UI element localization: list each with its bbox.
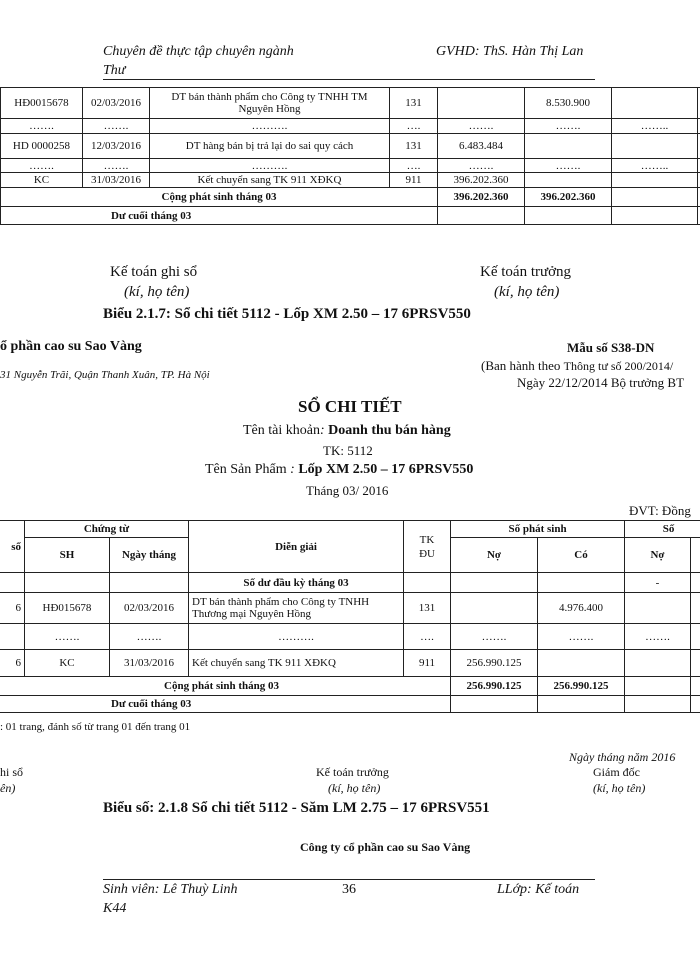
cell-tk: 911 bbox=[390, 173, 438, 188]
footer-class: LLớp: Kế toán bbox=[497, 882, 580, 897]
header-topic: Chuyên đề thực tập chuyên ngành bbox=[103, 44, 294, 59]
company-name-2: Công ty cổ phần cao su Sao Vàng bbox=[300, 840, 471, 854]
cell-co2 bbox=[691, 593, 700, 624]
footer-student: Sinh viên: Lê Thuỳ Linh bbox=[103, 882, 238, 897]
sign2-chief-note: (kí, họ tên) bbox=[328, 781, 381, 795]
sign2-director-note: (kí, họ tên) bbox=[593, 781, 646, 795]
cell-no: 6.483.484 bbox=[438, 134, 525, 159]
cell-co bbox=[538, 573, 625, 593]
sign-chief: Kế toán trưởng bbox=[480, 264, 572, 280]
caption-bieu-217: Biểu 2.1.7: Sổ chi tiết 5112 - Lốp XM 2.50 – 17 6PRSV550 bbox=[103, 306, 471, 322]
cell-no bbox=[451, 573, 538, 593]
cell-no: ……. bbox=[438, 119, 525, 134]
cell-extra bbox=[612, 207, 698, 225]
col-so: sổ bbox=[0, 521, 25, 573]
cell-extra bbox=[612, 188, 698, 207]
header-row bbox=[0, 521, 700, 538]
cell-co: ……. bbox=[525, 159, 612, 173]
total-no: 256.990.125 bbox=[451, 677, 538, 696]
cell-co2 bbox=[691, 696, 700, 713]
cell-no2 bbox=[625, 677, 691, 696]
cell-tk: 131 bbox=[404, 593, 451, 624]
closing-row bbox=[0, 696, 700, 713]
cell-extra: …….. bbox=[612, 159, 698, 173]
cell-no: ……. bbox=[438, 159, 525, 173]
product-sep: : bbox=[286, 462, 299, 477]
ledger-title: SỔ CHI TIẾT bbox=[298, 397, 402, 416]
closing-label: Dư cuối tháng 03 bbox=[1, 207, 438, 225]
page-number: 36 bbox=[342, 882, 356, 897]
cell-co: 8.530.900 bbox=[525, 88, 612, 119]
total-label: Cộng phát sinh tháng 03 bbox=[0, 677, 451, 696]
sign2-director: Giám đốc bbox=[593, 765, 640, 779]
caption-bieu-218: Biểu số: 2.1.8 Sổ chi tiết 5112 - Săm LM 2.75 – 17 6PRSV551 bbox=[103, 800, 490, 816]
sign2-accountant: hi sổ bbox=[0, 765, 24, 779]
sign-accountant-note: (kí, họ tên) bbox=[124, 284, 190, 300]
col-du: ĐU bbox=[419, 547, 435, 560]
cell-no: 256.990.125 bbox=[451, 650, 538, 677]
cell-co bbox=[525, 134, 612, 159]
cell-no2 bbox=[625, 593, 691, 624]
total-no: 396.202.360 bbox=[438, 188, 525, 207]
form-issued bbox=[481, 358, 673, 374]
form-code: Mẫu số S38-DN bbox=[567, 340, 655, 355]
cell-c0: 6 bbox=[0, 650, 25, 677]
total-co: 396.202.360 bbox=[525, 188, 612, 207]
cell-co2 bbox=[691, 573, 700, 593]
sign2-chief: Kế toán trưởng bbox=[316, 765, 389, 779]
cell-co2 bbox=[691, 650, 700, 677]
header-rule bbox=[103, 79, 595, 80]
table-row bbox=[1, 134, 700, 159]
cell-c0 bbox=[0, 624, 25, 650]
col-sh: SH bbox=[25, 538, 110, 573]
cell-desc: DT hàng bán bị trả lại do sai quy cách bbox=[150, 134, 390, 159]
cell-co: ……. bbox=[538, 624, 625, 650]
unit-label: ĐVT: Đồng bbox=[629, 503, 691, 518]
cell-sh: KC bbox=[25, 650, 110, 677]
closing-label: Dư cuối tháng 03 bbox=[0, 696, 451, 713]
header-advisor: GVHD: ThS. Hàn Thị Lan bbox=[436, 44, 584, 59]
cell-sh: KC bbox=[1, 173, 83, 188]
cell-no bbox=[438, 207, 525, 225]
cell-desc: DT bán thành phẩm cho Công ty TNHH Thương mại Nguyên Hồng bbox=[189, 593, 404, 624]
cell-date: 02/03/2016 bbox=[110, 593, 189, 624]
table-row bbox=[0, 593, 700, 624]
cell-co bbox=[538, 650, 625, 677]
total-label: Cộng phát sinh tháng 03 bbox=[1, 188, 438, 207]
cell-date: 31/03/2016 bbox=[83, 173, 150, 188]
cell-sh: HĐ0015678 bbox=[1, 88, 83, 119]
sign-chief-note: (kí, họ tên) bbox=[494, 284, 560, 300]
cell-co bbox=[525, 173, 612, 188]
cell-date: ……. bbox=[83, 159, 150, 173]
cell-no bbox=[438, 88, 525, 119]
cell-sh: ……. bbox=[25, 624, 110, 650]
table-row bbox=[1, 173, 700, 188]
total-row bbox=[0, 677, 700, 696]
cell-c0: 6 bbox=[0, 593, 25, 624]
sign-date: Ngày tháng năm 2016 bbox=[569, 750, 676, 764]
opening-no2: - bbox=[625, 573, 691, 593]
table-row bbox=[0, 650, 700, 677]
cell-co bbox=[538, 696, 625, 713]
closing-row bbox=[1, 207, 700, 225]
product-label: Tên Sản Phẩm bbox=[205, 462, 287, 477]
cell-extra bbox=[612, 88, 698, 119]
cell-date: 02/03/2016 bbox=[83, 88, 150, 119]
cell-desc: ………. bbox=[189, 624, 404, 650]
cell-sh: HĐ015678 bbox=[25, 593, 110, 624]
cell-extra bbox=[612, 173, 698, 188]
table-row bbox=[0, 624, 700, 650]
cell-tk bbox=[404, 573, 451, 593]
cell-tk: 131 bbox=[390, 134, 438, 159]
cell-no: 396.202.360 bbox=[438, 173, 525, 188]
pages-note: : 01 trang, đánh số từ trang 01 đến trang 01 bbox=[0, 721, 191, 733]
cell-co2 bbox=[691, 677, 700, 696]
col-co2 bbox=[691, 538, 700, 573]
cell-desc: Kết chuyển sang TK 911 XĐKQ bbox=[150, 173, 390, 188]
tk-line: TK: 5112 bbox=[323, 443, 373, 458]
cell-no2: ……. bbox=[625, 624, 691, 650]
col-ngay: Ngày tháng bbox=[110, 538, 189, 573]
ledger-table bbox=[0, 520, 700, 713]
cell-co: ……. bbox=[525, 119, 612, 134]
col-no2: Nợ bbox=[625, 538, 691, 573]
table-row bbox=[1, 159, 700, 173]
form-circular: Thông tư số 200/2014/ bbox=[563, 359, 674, 373]
col-tkdu bbox=[404, 521, 451, 573]
cell-date: 31/03/2016 bbox=[110, 650, 189, 677]
cell-date: ……. bbox=[110, 624, 189, 650]
sign2-accountant-note: ên) bbox=[0, 781, 16, 795]
col-sodu: Số bbox=[625, 521, 700, 538]
footer-student-2: K44 bbox=[103, 901, 127, 916]
cell-no: ……. bbox=[451, 624, 538, 650]
cell-sh bbox=[25, 573, 110, 593]
cell-tk: 911 bbox=[404, 650, 451, 677]
col-co: Có bbox=[538, 538, 625, 573]
col-tk: TK bbox=[419, 533, 435, 546]
col-no: Nợ bbox=[451, 538, 538, 573]
form-issued-text: (Ban hành theo bbox=[481, 358, 564, 373]
cell-sh: HD 0000258 bbox=[1, 134, 83, 159]
cell-no bbox=[451, 593, 538, 624]
col-sophatsinh: Số phát sinh bbox=[451, 521, 625, 538]
header-topic-2: Thư bbox=[103, 63, 126, 78]
cell-no2 bbox=[625, 696, 691, 713]
cell-co: 4.976.400 bbox=[538, 593, 625, 624]
table-row bbox=[1, 119, 700, 134]
account-label: Tên tài khoản bbox=[243, 423, 320, 438]
opening-label: Số dư đầu kỳ tháng 03 bbox=[189, 573, 404, 593]
cell-no bbox=[451, 696, 538, 713]
account-line bbox=[243, 423, 451, 439]
cell-extra: …….. bbox=[612, 119, 698, 134]
cell-tk: …. bbox=[404, 624, 451, 650]
ledger-table-continued bbox=[0, 87, 700, 225]
total-co: 256.990.125 bbox=[538, 677, 625, 696]
month-line: Tháng 03/ 2016 bbox=[306, 483, 389, 498]
cell-no2 bbox=[625, 650, 691, 677]
cell-desc: ………. bbox=[150, 159, 390, 173]
cell-date bbox=[110, 573, 189, 593]
account-sep: : bbox=[319, 423, 329, 438]
cell-tk: 131 bbox=[390, 88, 438, 119]
cell-desc: DT bán thành phẩm cho Công ty TNHH TM Nguyên Hồng bbox=[150, 88, 390, 119]
opening-row bbox=[0, 573, 700, 593]
product-name: Lốp XM 2.50 – 17 6PRSV550 bbox=[298, 462, 474, 477]
cell-extra bbox=[612, 134, 698, 159]
company-address: 31 Nguyễn Trãi, Quận Thanh Xuân, TP. Hà Nội bbox=[0, 369, 210, 381]
cell-sh: ……. bbox=[1, 119, 83, 134]
company-name: ổ phần cao su Sao Vàng bbox=[0, 339, 142, 354]
form-date: Ngày 22/12/2014 Bộ trưởng BT bbox=[517, 375, 685, 390]
account-name: Doanh thu bán hàng bbox=[328, 423, 451, 438]
cell-date: 12/03/2016 bbox=[83, 134, 150, 159]
cell-desc: Kết chuyển sang TK 911 XĐKQ bbox=[189, 650, 404, 677]
col-chungtu: Chứng từ bbox=[25, 521, 189, 538]
cell-c0 bbox=[0, 573, 25, 593]
cell-date: ……. bbox=[83, 119, 150, 134]
cell-sh: ……. bbox=[1, 159, 83, 173]
total-row bbox=[1, 188, 700, 207]
cell-desc: ………. bbox=[150, 119, 390, 134]
product-line bbox=[205, 462, 473, 478]
cell-co bbox=[525, 207, 612, 225]
footer-rule bbox=[103, 879, 595, 880]
col-diengiai: Diễn giải bbox=[189, 521, 404, 573]
sign-accountant: Kế toán ghi sổ bbox=[110, 264, 198, 280]
cell-co2 bbox=[691, 624, 700, 650]
table-row bbox=[1, 88, 700, 119]
cell-tk: …. bbox=[390, 119, 438, 134]
cell-tk: …. bbox=[390, 159, 438, 173]
